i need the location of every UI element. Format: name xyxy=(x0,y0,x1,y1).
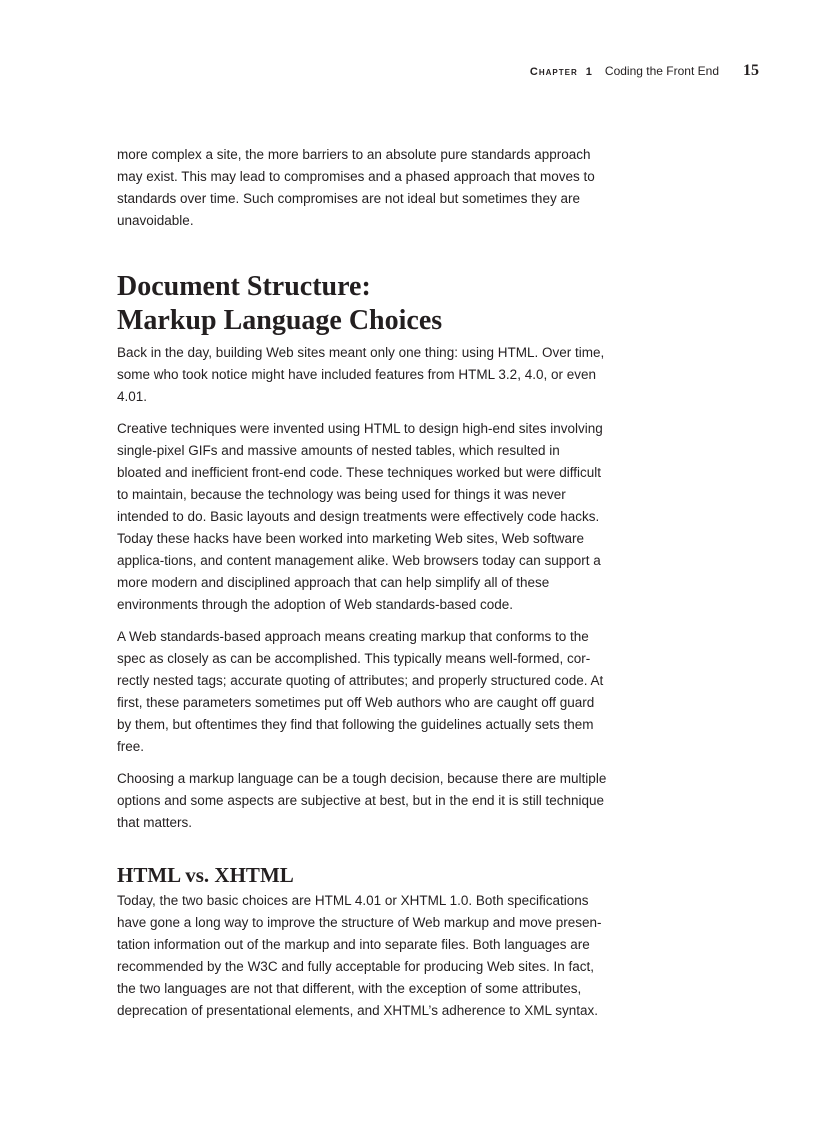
chapter-label xyxy=(530,66,593,78)
page-body xyxy=(117,144,607,1032)
section-heading-line-1: Document Structure: xyxy=(117,271,371,302)
chapter-title: Coding the Front End xyxy=(604,64,719,78)
body-paragraph: Back in the day, building Web sites meant only one thing: using HTML. Over time, some who took notice might have included features from HTML 3.2, 4.0, or even 4.01. xyxy=(117,345,605,404)
intro-paragraph: more complex a site, the more barriers to an absolute pure standards approach may exist. This may lead to compromises and a phased approach that moves to standards over time. Such compromises are not ideal but sometimes they are unavoidable. xyxy=(117,147,595,228)
section-heading-line-2: Markup Language Choices xyxy=(117,305,443,336)
running-head xyxy=(530,62,759,80)
chapter-label-text: Chapter xyxy=(529,66,578,78)
body-paragraph: Choosing a markup language can be a tough decision, because there are multiple options and some aspects are subjective at best, but in the end it is still technique that matters. xyxy=(117,771,607,830)
body-paragraph: A Web standards-based approach means creating markup that conforms to the spec as closely as can be accomplished. This typically means well-formed, cor-rectly nested tags; accurate quoting of attributes; and properly structured code. At first, these parameters sometimes put off Web authors who are caught off guard by them, but oftentimes they find that following the guidelines actually sets them free. xyxy=(117,629,604,754)
subsection-heading: HTML vs. XHTML xyxy=(117,863,294,887)
subsection-paragraph: Today, the two basic choices are HTML 4.01 or XHTML 1.0. Both specifications have gone a long way to improve the structure of Web markup and move presen-tation information out of the markup and into separate files. Both languages are recommended by the W3C and fully acceptable for producing Web sites. In fact, the two languages are not that different, with the exception of some attributes, deprecation of presentational elements, and XHTML’s adherence to XML syntax. xyxy=(117,893,602,1018)
page-number: 15 xyxy=(743,62,759,79)
body-paragraph: Creative techniques were invented using HTML to design high-end sites involving single-pixel GIFs and massive amounts of nested tables, which resulted in bloated and inefficient front-end code. These techniques worked but were difficult to maintain, because the technology was being used for things it was never intended to do. Basic layouts and design treatments were effectively code hacks. Today these hacks have been worked into marketing Web sites, Web software applica-tions, and content management alike. Web browsers today can support a more modern and disciplined approach that can help simplify all of these environments through the adoption of Web standards-based code. xyxy=(117,421,603,612)
chapter-number: 1 xyxy=(585,66,593,78)
section-heading xyxy=(117,270,607,338)
